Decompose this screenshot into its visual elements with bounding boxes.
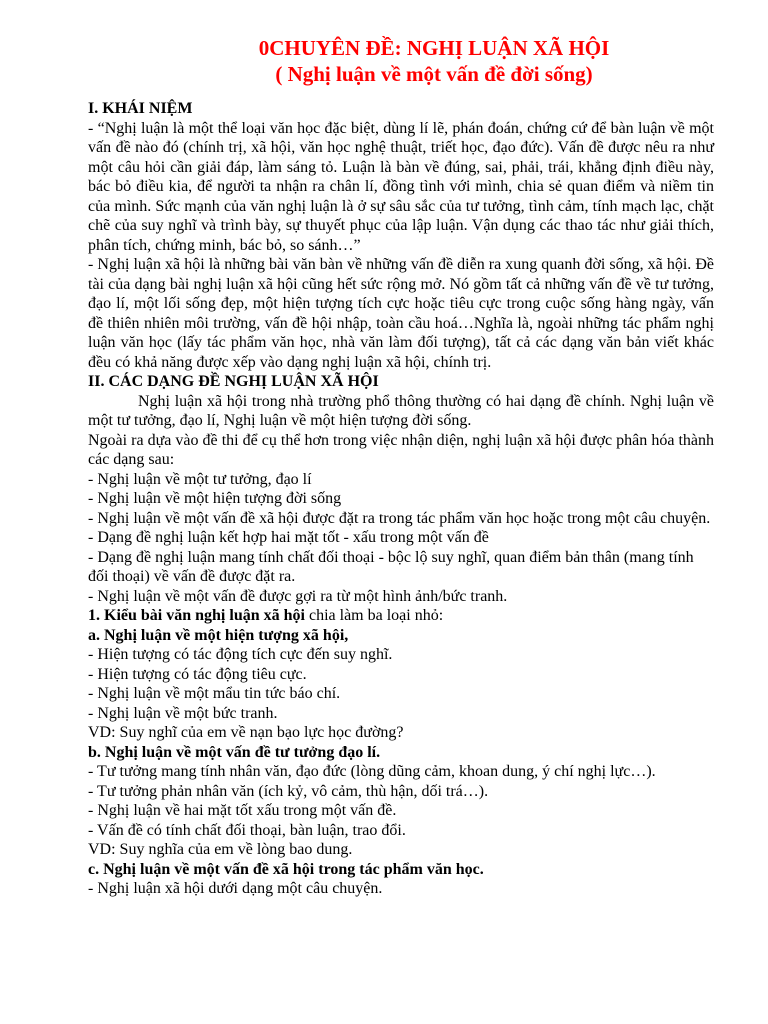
list-item: - Vấn đề có tính chất đối thoại, bàn luận, trao đổi.: [88, 821, 406, 839]
subsection-c-heading: c. Nghị luận về một vấn đề xã hội trong tác phẩm văn học.: [88, 860, 484, 878]
list-item: - Dạng đề nghị luận mang tính chất đối thoại - bộc lộ suy nghĩ, quan điểm bản thân (mang tính đối thoại) về vấn đề được đặt ra.: [88, 548, 694, 585]
list-item: - Tư tưởng phản nhân văn (ích kỷ, vô cảm, thù hận, dối trá…).: [88, 782, 489, 800]
document-subtitle: ( Nghị luận về một vấn đề đời sống): [275, 62, 593, 86]
section-heading-1: I. KHÁI NIỆM: [88, 100, 193, 117]
example: VD: Suy nghĩ của em về nạn bạo lực học đường?: [88, 724, 404, 741]
document-body: [88, 99, 714, 899]
list-item: - Nghị luận về một bức tranh.: [88, 704, 278, 722]
paragraph: Nghị luận xã hội trong nhà trường phổ thông thường có hai dạng đề chính. Nghị luận về một tư tưởng, đạo lí, Nghị luận về một hiện tượng đời sống.: [88, 392, 714, 429]
list-item: - Nghị luận về một hiện tượng đời sống: [88, 490, 342, 507]
paragraph: Ngoài ra dựa vào đề thi để cụ thể hơn trong việc nhận diện, nghị luận xã hội được phân hóa thành các dạng sau:: [88, 431, 714, 468]
subsection-heading: [88, 606, 714, 626]
example: VD: Suy nghĩa của em về lòng bao dung.: [88, 841, 353, 858]
paragraph: - “Nghị luận là một thể loại văn học đặc biệt, dùng lí lẽ, phán đoán, chứng cứ để bàn luận về một vấn đề nào đó (chính trị, xã hội, văn học nghệ thuật, triết học, đạo đức). Vấn đề được nêu ra như một câu hỏi cần giải đáp, làm sáng tỏ. Luận là bàn về đúng, sai, phải, trái, khẳng định điều này, bác bỏ điều kia, để người ta nhận ra chân lí, đồng tình với mình, chia sẻ quan điểm và niềm tin của mình. Sức mạnh của văn nghị luận là ở sự sâu sắc của tư tưởng, tình cảm, tính mạch lạc, chặt chẽ của suy nghĩ và trình bày, sự thuyết phục của lập luận. Vận dụng các thao tác như giải thích, phân tích, chứng minh, bác bỏ, so sánh…”: [88, 119, 714, 254]
subsection-heading-bold: 1. Kiểu bài văn nghị luận xã hội: [88, 607, 305, 624]
subsection-heading-rest: chia làm ba loại nhỏ:: [304, 607, 444, 624]
list-item: - Nghị luận về một tư tưởng, đạo lí: [88, 470, 312, 488]
list-item: - Dạng đề nghị luận kết hợp hai mặt tốt - xấu trong một vấn đề: [88, 529, 489, 546]
section-heading-2: II. CÁC DẠNG ĐỀ NGHỊ LUẬN XÃ HỘI: [88, 373, 379, 390]
list-item: - Hiện tượng có tác động tích cực đến suy nghĩ.: [88, 646, 393, 663]
list-item: - Hiện tượng có tác động tiêu cực.: [88, 665, 307, 683]
list-item: - Nghị luận về hai mặt tốt xấu trong một vấn đề.: [88, 802, 397, 819]
paragraph: - Nghị luận xã hội là những bài văn bàn về những vấn đề diễn ra xung quanh đời sống, xã hội. Đề tài của dạng bài nghị luận xã hội cũng hết sức rộng mở. Nó gồm tất cả những vấn đề về tư tưởng, đạo lí, một lối sống đẹp, một hiện tượng tích cực hoặc tiêu cực trong cuộc sống hàng ngày, vấn đề thiên nhiên môi trường, vấn đề hội nhập, toàn cầu hoá…Nghĩa là, ngoài những tác phẩm nghị luận văn học (lấy tác phẩm văn học, nhà văn làm đối tượng), tất cả các dạng văn bản viết khác đều có khả năng được xếp vào dạng nghị luận xã hội, chính trị.: [88, 256, 714, 371]
list-item: - Tư tưởng mang tính nhân văn, đạo đức (lòng dũng cảm, khoan dung, ý chí nghị lực…).: [88, 763, 656, 780]
list-item: - Nghị luận về một mẩu tin tức báo chí.: [88, 685, 341, 702]
list-item: - Nghị luận về một vấn đề được gợi ra từ một hình ảnh/bức tranh.: [88, 587, 508, 605]
document-title: 0CHUYÊN ĐỀ: NGHỊ LUẬN XÃ HỘI: [258, 36, 610, 60]
subsection-a-heading: a. Nghị luận về một hiện tượng xã hội,: [88, 626, 349, 644]
subsection-b-heading: b. Nghị luận về một vấn đề tư tưởng đạo lí.: [88, 743, 381, 761]
list-item: - Nghị luận về một vấn đề xã hội được đặt ra trong tác phẩm văn học hoặc trong một câu chuyện.: [88, 509, 711, 527]
list-item: - Nghị luận xã hội dưới dạng một câu chuyện.: [88, 880, 383, 897]
